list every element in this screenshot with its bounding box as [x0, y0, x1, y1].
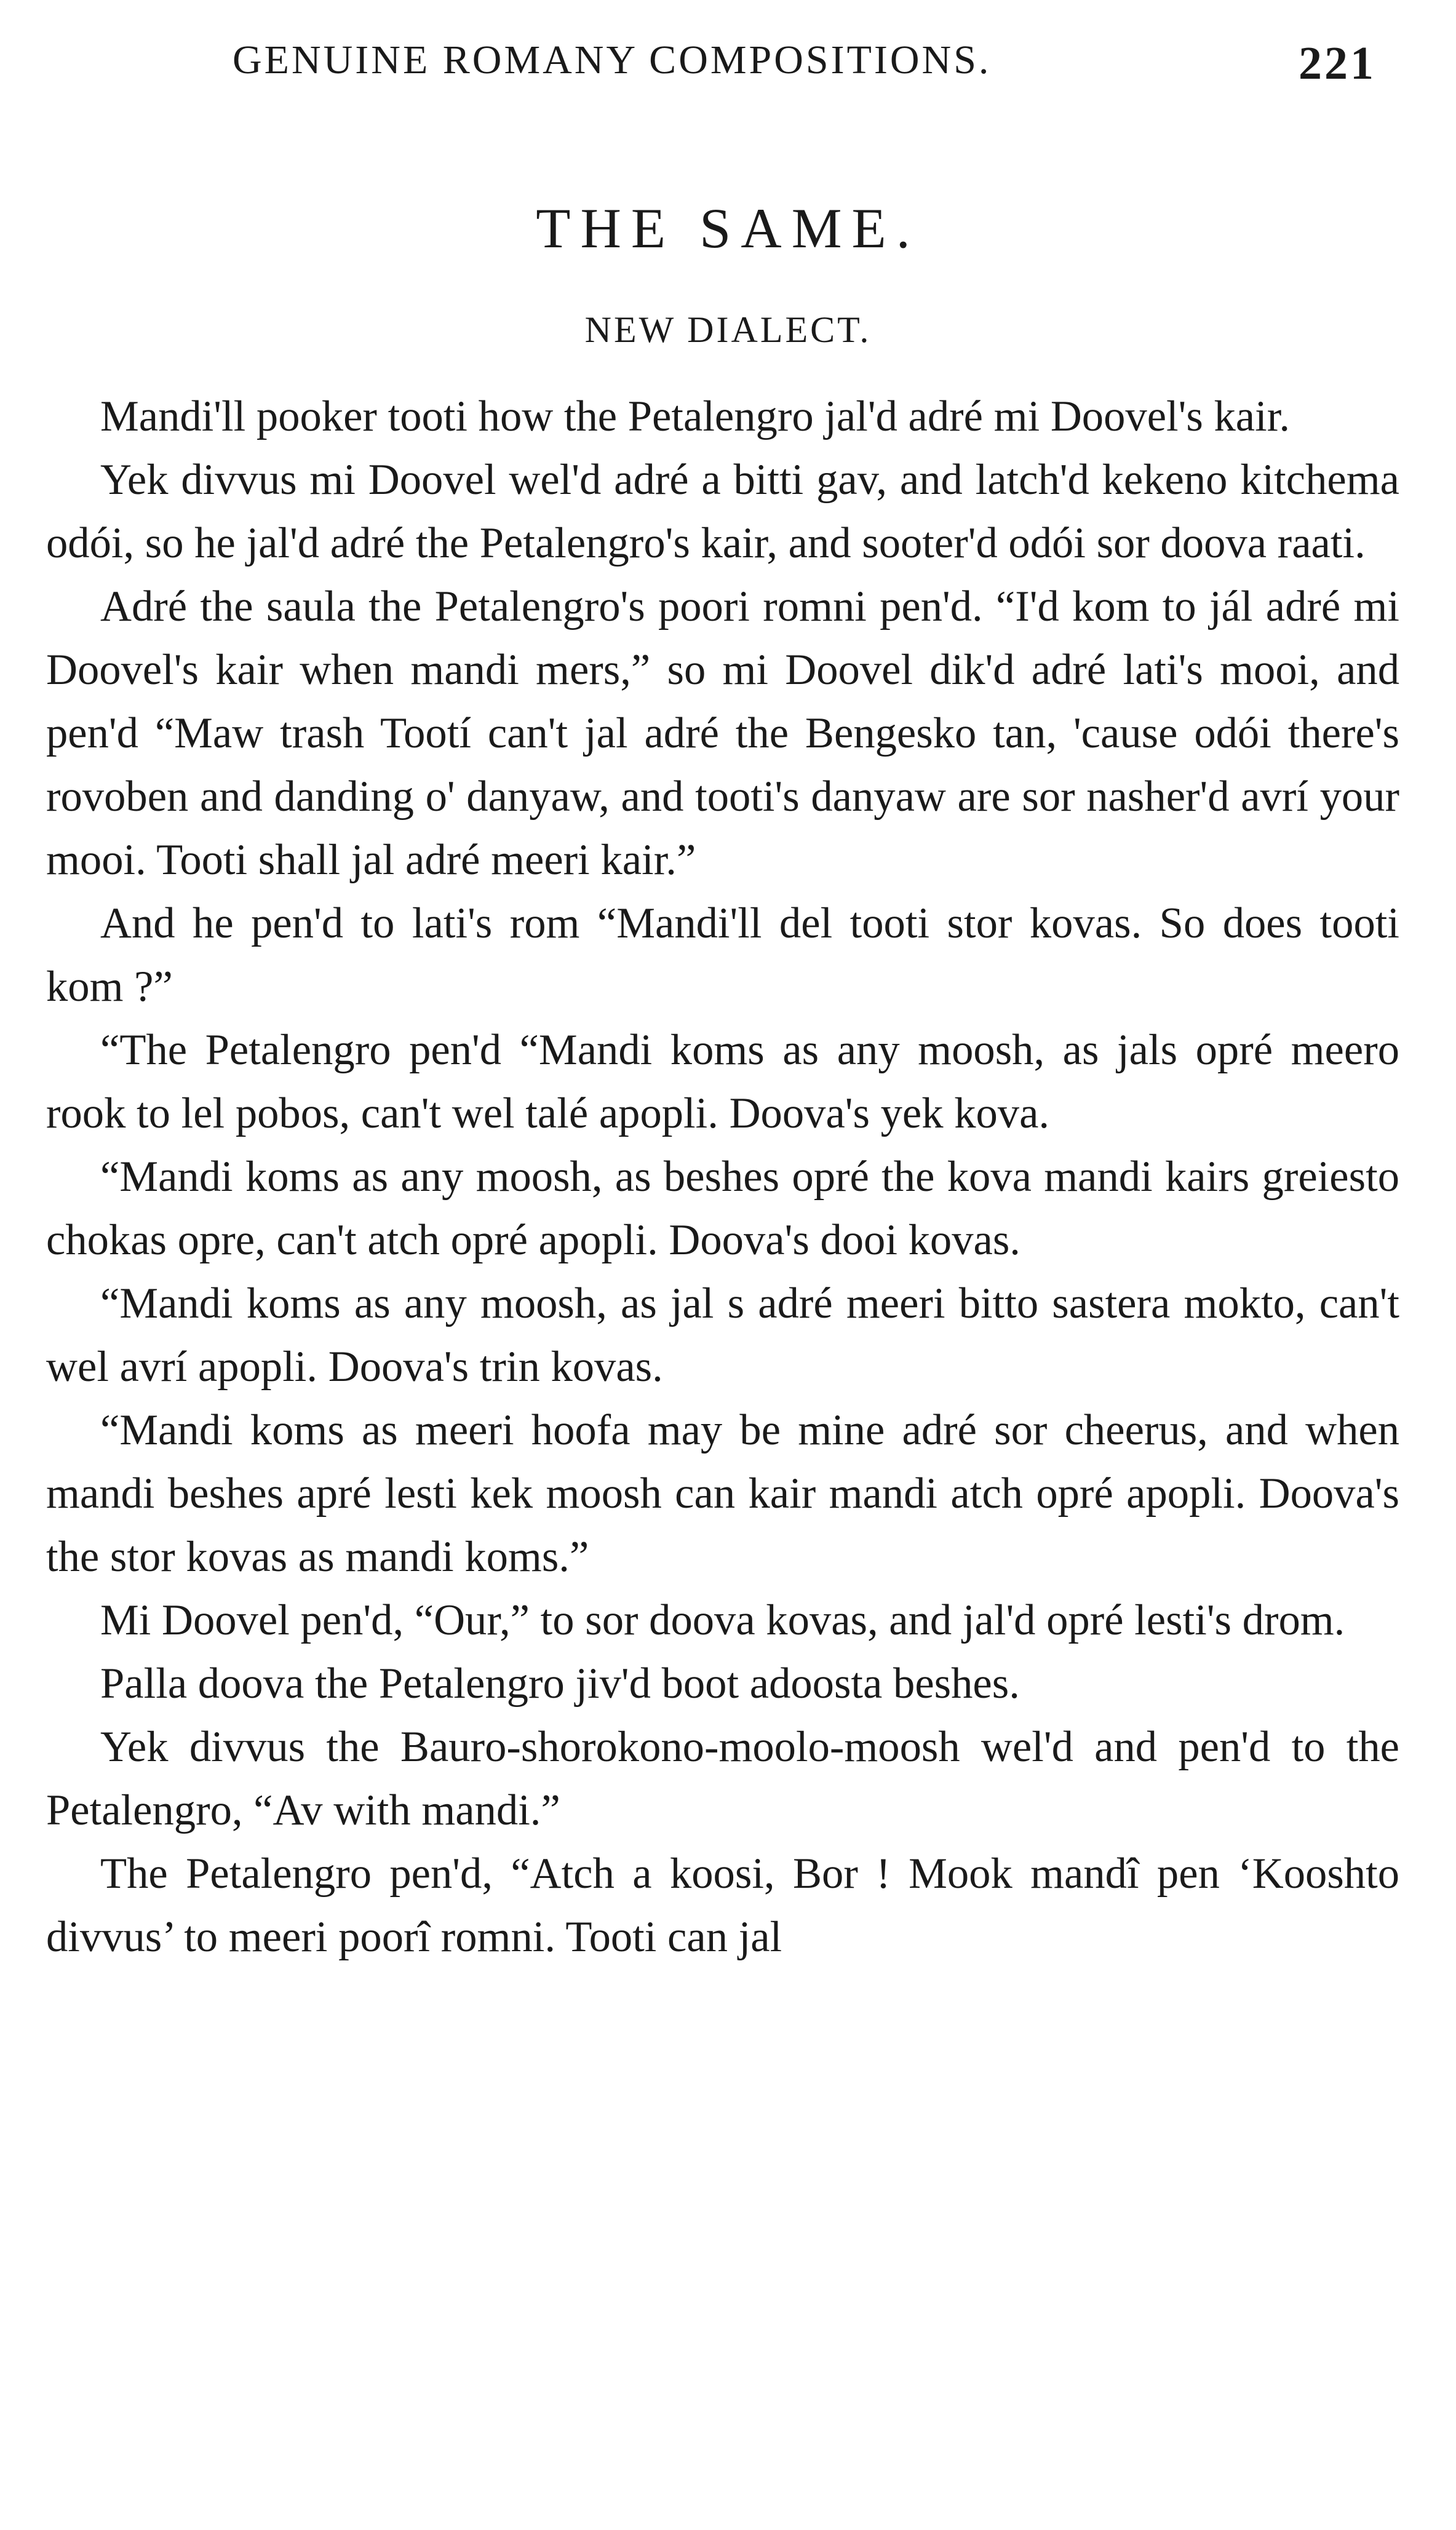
paragraph-10: Palla doova the Petalengro jiv'd boot adoosta beshes.	[100, 1660, 1020, 1708]
section-subtitle: NEW DIALECT.	[584, 309, 872, 350]
paragraph-9: Mi Doovel pen'd, “Our,” to sor doova kovas, and jal'd opré lesti's drom.	[100, 1596, 1345, 1644]
paragraph-2: Yek divvus mi Doovel wel'd adré a bitti gav, and latch'd kekeno kitchema odói, so he jal'd adré the Petalengro's kair, and sooter'd odói sor doova raati.	[46, 456, 1399, 567]
paragraph-11: Yek divvus the Bauro-shorokono-moolo-moosh wel'd and pen'd to the Petalengro, “Av with mandi.”	[46, 1723, 1399, 1834]
body-text	[46, 385, 1399, 1969]
paragraph-8: “Mandi koms as meeri hoofa may be mine adré sor cheerus, and when mandi beshes apré lesti kek moosh can kair mandi atch opré apopli. Doova's the stor kovas as mandi koms.”	[46, 1406, 1399, 1581]
paragraph-4: And he pen'd to lati's rom “Mandi'll del tooti stor kovas. So does tooti kom ?”	[46, 899, 1399, 1011]
paragraph-3: Adré the saula the Petalengro's poori romni pen'd. “I'd kom to jál adré mi Doovel's kair when mandi mers,” so mi Doovel dik'd adré lati's mooi, and pen'd “Maw trash Tootí can't jal adré the Bengesko tan, 'cause odói there's rovoben and danding o' danyaw, and tooti's danyaw are sor nasher'd avrí your mooi. Tooti shall jal adré meeri kair.”	[46, 583, 1399, 884]
paragraph-5: “The Petalengro pen'd “Mandi koms as any moosh, as jals opré meero rook to lel pobos, can't wel talé apopli. Doova's yek kova.	[46, 1026, 1399, 1137]
page-number: 221	[1299, 38, 1376, 89]
paragraph-12: The Petalengro pen'd, “Atch a koosi, Bor ! Mook mandî pen ‘Kooshto divvus’ to meeri poorî romni. Tooti can jal	[46, 1850, 1399, 1961]
paragraph-7: “Mandi koms as any moosh, as jal s adré meeri bitto sastera mokto, can't wel avrí apopli. Doova's trin kovas.	[46, 1279, 1399, 1391]
running-head: GENUINE ROMANY COMPOSITIONS.	[233, 38, 992, 82]
paragraph-6: “Mandi koms as any moosh, as beshes opré the kova mandi kairs greiesto chokas opre, can't atch opré apopli. Doova's dooi kovas.	[46, 1153, 1399, 1264]
page-header	[0, 37, 1456, 98]
paragraph-1: Mandi'll pooker tooti how the Petalengro jal'd adré mi Doovel's kair.	[100, 392, 1290, 440]
section-title: THE SAME.	[536, 197, 920, 260]
